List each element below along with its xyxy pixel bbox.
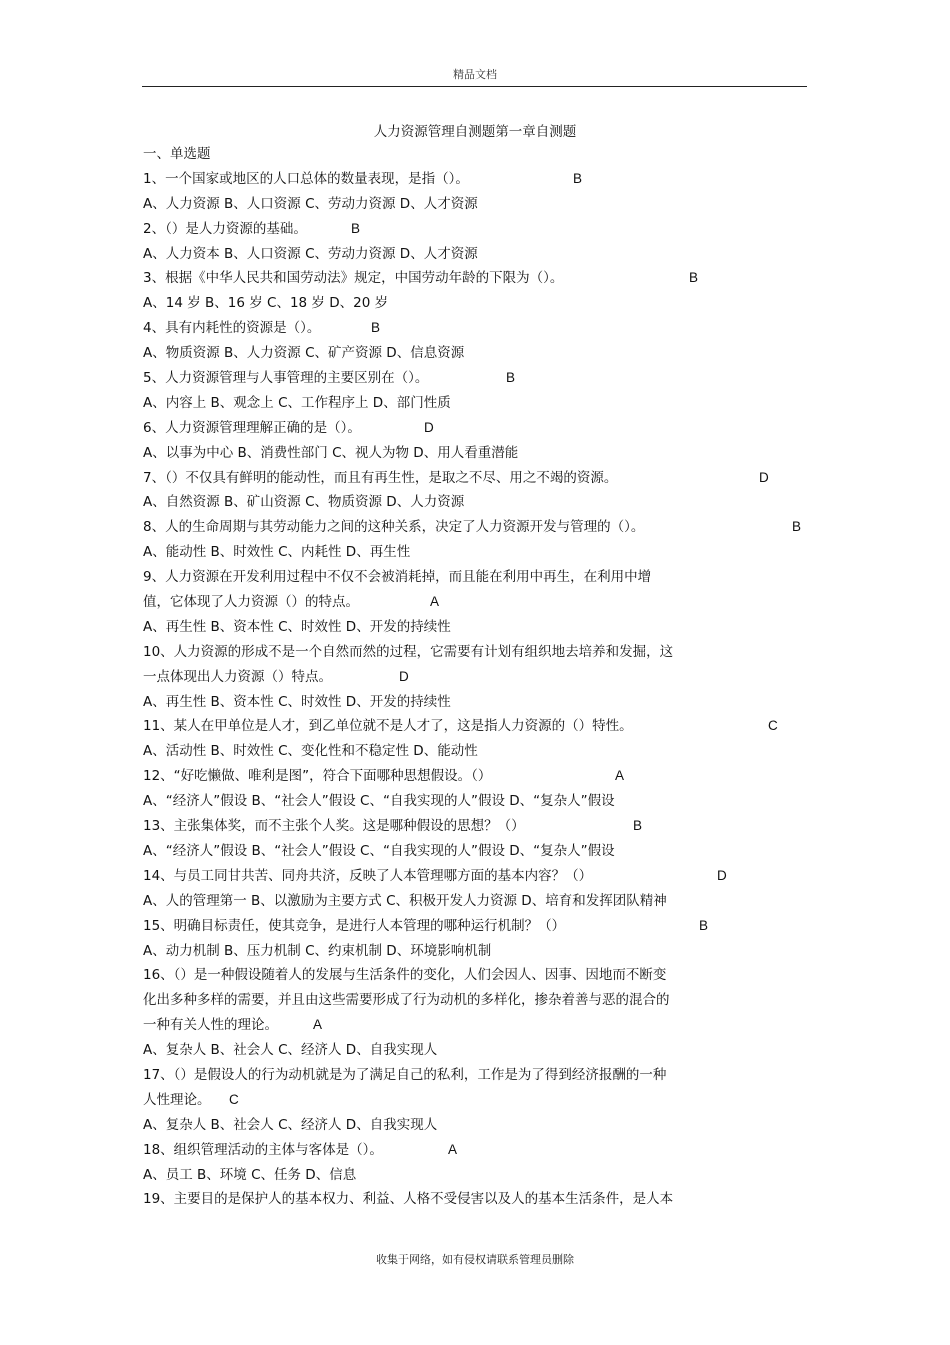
line-text: 值，它体现了人力资源（）的特点。 — [143, 594, 359, 611]
line-text: 8、人的生命周期与其劳动能力之间的这种关系，决定了人力资源开发与管理的（）。 — [143, 519, 645, 536]
line-text: 12、“好吃懒做、唯利是图”，符合下面哪种思想假设。（） — [143, 768, 492, 785]
option-line — [143, 889, 823, 914]
option-line — [143, 192, 823, 217]
answer-letter: A — [615, 768, 625, 784]
answer-letter: D — [717, 867, 727, 883]
option-line — [143, 839, 823, 864]
question-line — [143, 416, 823, 441]
line-text: 3、根据《中华人民共和国劳动法》规定，中国劳动年龄的下限为（）。 — [143, 270, 564, 287]
answer-letter: B — [699, 917, 709, 933]
section-heading: 一、单选题 — [143, 146, 211, 162]
question-line — [143, 1088, 823, 1113]
line-text: 1、一个国家或地区的人口总体的数量表现，是指（）。 — [143, 170, 469, 187]
line-text: 11、某人在甲单位是人才，到乙单位就不是人才了，这是指人力资源的（）特性。 — [143, 718, 633, 735]
answer-letter: B — [792, 519, 802, 535]
question-line — [143, 466, 823, 491]
option-line — [143, 1113, 823, 1138]
question-line — [143, 590, 823, 615]
question-line — [143, 515, 823, 540]
question-line — [143, 1063, 823, 1088]
answer-letter: B — [689, 270, 699, 286]
question-content — [143, 142, 823, 1212]
question-line — [143, 864, 823, 889]
line-text: A、人力资源 B、人口资源 C、劳动力资源 D、人才资源 — [143, 195, 478, 212]
option-line — [143, 739, 823, 764]
line-text: A、人力资本 B、人口资源 C、劳动力资源 D、人才资源 — [143, 245, 478, 262]
line-text: A、能动性 B、时效性 C、内耗性 D、再生性 — [143, 544, 411, 561]
option-line — [143, 341, 823, 366]
line-text: A、动力机制 B、压力机制 C、约束机制 D、环境影响机制 — [143, 942, 492, 959]
line-text: A、再生性 B、资本性 C、时效性 D、开发的持续性 — [143, 618, 451, 635]
page-header: 精品文档 — [453, 68, 497, 81]
option-line — [143, 441, 823, 466]
line-text: 7、（）不仅具有鲜明的能动性，而且有再生性，是取之不尽、用之不竭的资源。 — [143, 469, 618, 486]
question-line — [143, 914, 823, 939]
option-line — [143, 391, 823, 416]
line-text: 化出多种多样的需要，并且由这些需要形成了行为动机的多样化，掺杂着善与恶的混合的 — [143, 992, 670, 1009]
option-line — [143, 615, 823, 640]
line-text: 16、（）是一种假设随着人的发展与生活条件的变化，人们会因人、因事、因地而不断变 — [143, 967, 667, 984]
question-line — [143, 640, 823, 665]
header-divider — [142, 86, 807, 87]
line-text: 13、主张集体奖，而不主张个人奖。这是哪种假设的思想？（） — [143, 818, 525, 835]
question-lines — [143, 167, 823, 1212]
question-line — [143, 764, 823, 789]
document-title: 人力资源管理自测题第一章自测题 — [373, 124, 577, 140]
answer-letter: D — [759, 469, 769, 485]
answer-letter: B — [633, 818, 643, 834]
line-text: A、复杂人 B、社会人 C、经济人 D、自我实现人 — [143, 1116, 438, 1133]
line-text: 5、人力资源管理与人事管理的主要区别在（）。 — [143, 370, 429, 387]
line-text: A、物质资源 B、人力资源 C、矿产资源 D、信息资源 — [143, 345, 465, 362]
line-text: 9、人力资源在开发利用过程中不仅不会被消耗掉，而且能在利用中再生，在利用中增 — [143, 569, 652, 586]
option-line — [143, 291, 823, 316]
line-text: 17、（）是假设人的行为动机就是为了满足自己的私利，工作是为了得到经济报酬的一种 — [143, 1066, 667, 1083]
answer-letter: B — [573, 170, 583, 186]
question-line — [143, 266, 823, 291]
line-text: A、14 岁 B、16 岁 C、18 岁 D、20 岁 — [143, 295, 389, 312]
page-footer: 收集于网络，如有侵权请联系管理员删除 — [376, 1253, 574, 1266]
option-line — [143, 1038, 823, 1063]
line-text: A、自然资源 B、矿山资源 C、物质资源 D、人力资源 — [143, 494, 465, 511]
line-text: A、再生性 B、资本性 C、时效性 D、开发的持续性 — [143, 693, 451, 710]
line-text: A、人的管理第一 B、以激励为主要方式 C、积极开发人力资源 D、培育和发挥团队精神 — [143, 892, 667, 909]
question-line — [143, 217, 823, 242]
line-text: 人性理论。 — [143, 1091, 211, 1108]
line-text: A、“经济人”假设 B、“社会人”假设 C、“自我实现的人”假设 D、“复杂人”假设 — [143, 793, 615, 810]
line-text: 14、与员工同甘共苦、同舟共济，反映了人本管理哪方面的基本内容？（） — [143, 867, 593, 884]
line-text: A、活动性 B、时效性 C、变化性和不稳定性 D、能动性 — [143, 743, 478, 760]
question-line — [143, 988, 823, 1013]
answer-letter: D — [399, 668, 409, 684]
question-line — [143, 316, 823, 341]
line-text: 2、（）是人力资源的基础。 — [143, 220, 307, 237]
line-text: 4、具有内耗性的资源是（）。 — [143, 320, 321, 337]
line-text: 10、人力资源的形成不是一个自然而然的过程，它需要有计划有组织地去培养和发掘，这 — [143, 643, 674, 660]
line-text: 19、主要目的是保护人的基本权力、利益、人格不受侵害以及人的基本生活条件，是人本 — [143, 1191, 674, 1208]
line-text: 15、明确目标责任，使其竞争，是进行人本管理的哪种运行机制？（） — [143, 917, 566, 934]
question-line — [143, 1013, 823, 1038]
option-line — [143, 789, 823, 814]
line-text: 18、组织管理活动的主体与客体是（）。 — [143, 1141, 383, 1158]
answer-letter: B — [506, 370, 516, 386]
answer-letter: B — [351, 220, 361, 236]
option-line — [143, 242, 823, 267]
line-text: 一种有关人性的理论。 — [143, 1017, 278, 1034]
answer-letter: D — [424, 419, 434, 435]
line-text: A、内容上 B、观念上 C、工作程序上 D、部门性质 — [143, 394, 451, 411]
answer-letter: B — [371, 320, 381, 336]
answer-letter: A — [430, 594, 440, 610]
line-text: A、复杂人 B、社会人 C、经济人 D、自我实现人 — [143, 1042, 438, 1059]
answer-letter: C — [229, 1091, 239, 1107]
answer-letter: A — [313, 1017, 323, 1033]
question-line — [143, 963, 823, 988]
line-text: A、以事为中心 B、消费性部门 C、视人为物 D、用人看重潜能 — [143, 444, 519, 461]
line-text: A、“经济人”假设 B、“社会人”假设 C、“自我实现的人”假设 D、“复杂人”假设 — [143, 842, 615, 859]
option-line — [143, 690, 823, 715]
question-line — [143, 167, 823, 192]
question-line — [143, 1138, 823, 1163]
question-line — [143, 1187, 823, 1212]
answer-letter: C — [768, 718, 778, 734]
option-line — [143, 540, 823, 565]
line-text: A、员工 B、环境 C、任务 D、信息 — [143, 1166, 357, 1183]
question-line — [143, 814, 823, 839]
line-text: 一点体现出人力资源（）特点。 — [143, 668, 332, 685]
question-line — [143, 565, 823, 590]
answer-letter: A — [448, 1141, 458, 1157]
question-line — [143, 714, 823, 739]
option-line — [143, 939, 823, 964]
question-line — [143, 665, 823, 690]
option-line — [143, 1163, 823, 1188]
line-text: 6、人力资源管理理解正确的是（）。 — [143, 419, 361, 436]
question-line — [143, 366, 823, 391]
option-line — [143, 490, 823, 515]
